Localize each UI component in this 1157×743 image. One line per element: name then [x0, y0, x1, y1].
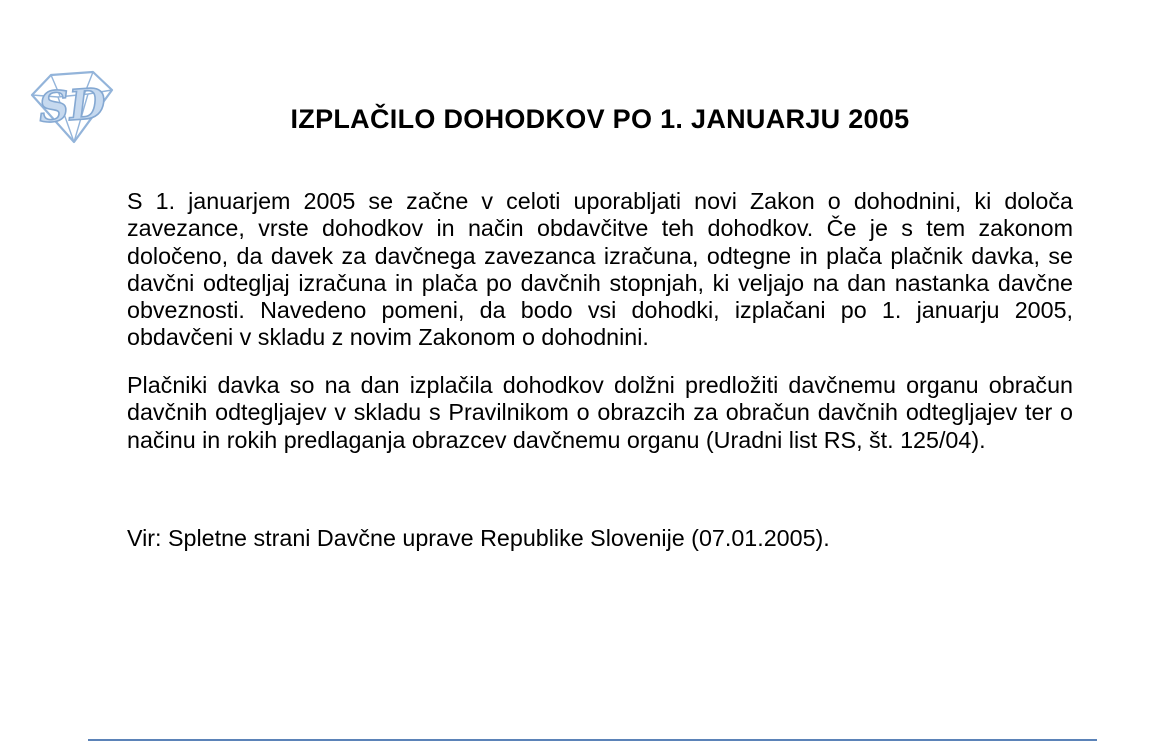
sd-gem-logo — [26, 68, 118, 148]
footer-rule — [88, 739, 1097, 741]
paragraph-income-tax-law: S 1. januarjem 2005 se začne v celoti uporabljati novi Zakon o dohodnini, ki določa zavezance, vrste dohodkov in način obdavčitve teh dohodkov. Če je s tem zakonom določeno, da davek za davčnega zavezanca izračuna, odtegne in plača plačnik davka, se davčni odtegljaj izračuna in plača po davčnih stopnjah, ki veljajo na dan nastanka davčne obveznosti. Navedeno pomeni, da bodo vsi dohodki, izplačani po 1. januarju 2005, obdavčeni v skladu z novim Zakonom o dohodnini. — [127, 188, 1073, 351]
source-line: Vir: Spletne strani Davčne uprave Republike Slovenije (07.01.2005). — [127, 525, 830, 551]
logo-letters: SD — [37, 78, 108, 133]
paragraph-tax-withholding-forms: Plačniki davka so na dan izplačila dohodkov dolžni predložiti davčnemu organu obračun davčnih odtegljajev v skladu s Pravilnikom o obrazcih za obračun davčnih odtegljajev ter o načinu in rokih predlaganja obrazcev davčnemu organu (Uradni list RS, št. 125/04). — [127, 372, 1073, 453]
document-title: IZPLAČILO DOHODKOV PO 1. JANUARJU 2005 — [290, 104, 910, 134]
sd-gem-logo-icon — [26, 68, 118, 148]
